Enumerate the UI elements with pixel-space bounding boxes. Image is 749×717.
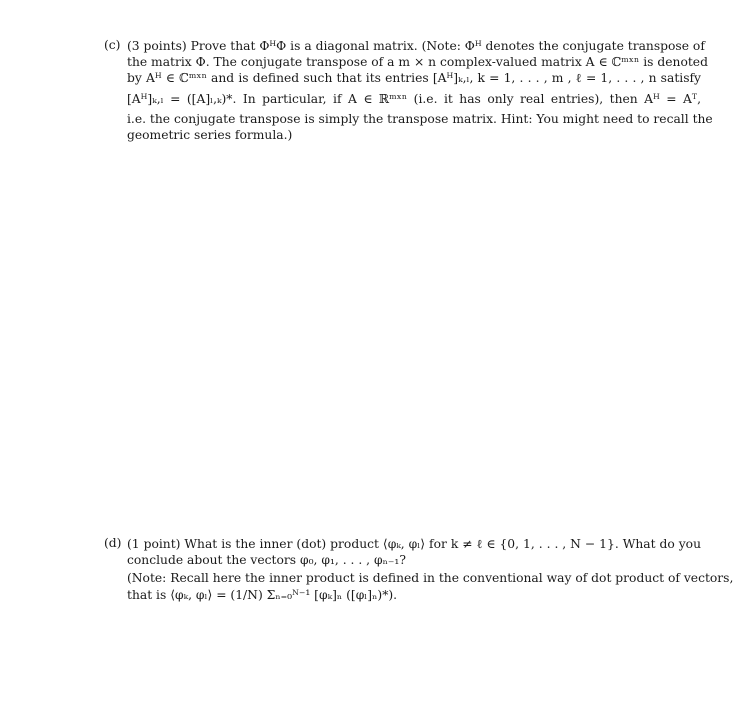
problem-d-label: (d) [104, 536, 122, 550]
problem-c-label: (c) [104, 38, 121, 52]
problem-c-text [127, 38, 713, 143]
problem-d-line-4: that is ⟨φₖ, φₗ⟩ = (1/N) Σₙ₌₀ᴺ⁻¹ [φₖ]ₙ ([φₗ]ₙ)*). [127, 587, 398, 602]
problem-d-text [127, 536, 734, 603]
problem-c-line-3: by Aᴴ ∈ ℂᵐˣⁿ and is defined such that its entries [Aᴴ]ₖ,ₗ, k = 1, . . . , m , ℓ = 1, . . . , n satisfy [127, 71, 701, 86]
problem-d-line-3: (Note: Recall here the inner product is defined in the conventional way of dot product of vectors, [127, 571, 734, 586]
problem-c-line-6: geometric series formula.) [127, 127, 293, 142]
problem-d-line-2: conclude about the vectors φ₀, φ₁, . . . , φₙ₋₁? [127, 553, 406, 568]
problem-c-line-1: (3 points) Prove that ΦᴴΦ is a diagonal matrix. (Note: Φᴴ denotes the conjugate transpose of [127, 39, 705, 53]
problem-c-line-2: the matrix Φ. The conjugate transpose of a m × n complex-valued matrix A ∈ ℂᵐˣⁿ is denoted [127, 55, 708, 70]
problem-c-line-4: [Aᴴ]ₖ,ₗ = ([A]ₗ,ₖ)*. In particular, if A ∈ ℝᵐˣⁿ (i.e. it has only real entries), then Aᴴ = Aᵀ, [127, 91, 701, 106]
problem-d-line-1: (1 point) What is the inner (dot) product ⟨φₖ, φₗ⟩ for k ≠ ℓ ∈ {0, 1, . . . , N − 1}. What do you [127, 537, 701, 551]
problem-c-line-5: i.e. the conjugate transpose is simply the transpose matrix. Hint: You might need to recall the [127, 111, 713, 126]
